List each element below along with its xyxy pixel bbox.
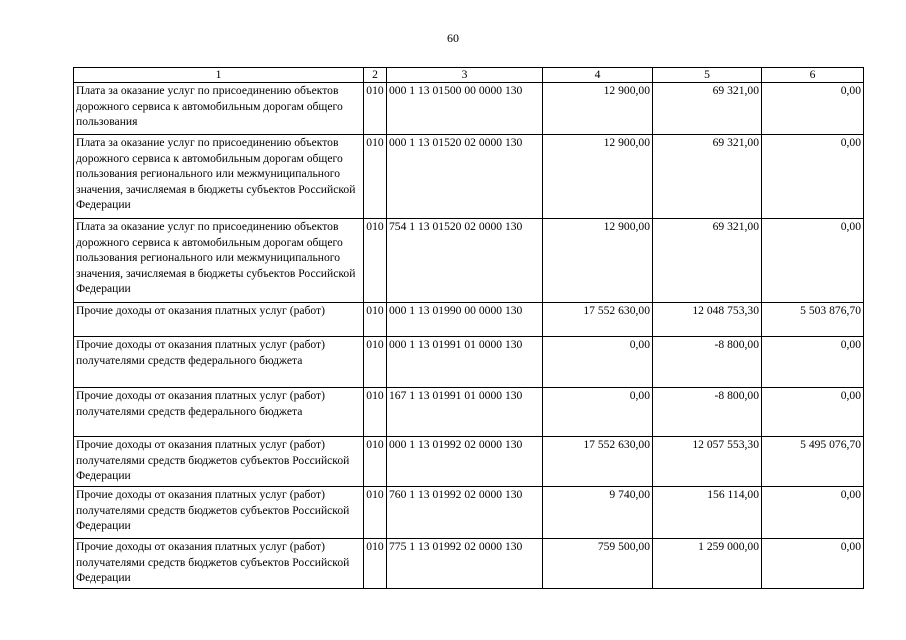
row-admin-code: 010 xyxy=(364,539,387,589)
table-header-row xyxy=(74,68,864,83)
row-value-col5: 69 321,00 xyxy=(653,83,762,135)
row-name: Прочие доходы от оказания платных услуг (работ) получателями средств бюджетов субъектов Российской Федерации xyxy=(74,487,364,539)
row-value-col5: 12 057 553,30 xyxy=(653,437,762,487)
row-admin-code: 010 xyxy=(364,219,387,303)
table-row xyxy=(74,303,864,337)
table-row xyxy=(74,219,864,303)
row-admin-code: 010 xyxy=(364,135,387,219)
column-header: 3 xyxy=(387,68,543,83)
row-value-col5: 69 321,00 xyxy=(653,219,762,303)
row-budget-code: 000 1 13 01990 00 0000 130 xyxy=(387,303,543,337)
row-value-col4: 0,00 xyxy=(543,337,653,388)
row-value-col4: 17 552 630,00 xyxy=(543,303,653,337)
row-name: Плата за оказание услуг по присоединению объектов дорожного сервиса к автомобильным дорогам общего пользования xyxy=(74,83,364,135)
page-number: 60 xyxy=(447,31,459,45)
row-budget-code: 000 1 13 01520 02 0000 130 xyxy=(387,135,543,219)
row-value-col4: 12 900,00 xyxy=(543,219,653,303)
row-name: Прочие доходы от оказания платных услуг (работ) получателями средств бюджетов субъектов Российской Федерации xyxy=(74,437,364,487)
row-value-col5: 1 259 000,00 xyxy=(653,539,762,589)
row-budget-code: 760 1 13 01992 02 0000 130 xyxy=(387,487,543,539)
row-value-col6: 5 495 076,70 xyxy=(762,437,864,487)
row-admin-code: 010 xyxy=(364,487,387,539)
row-value-col6: 0,00 xyxy=(762,388,864,437)
row-name: Прочие доходы от оказания платных услуг (работ) получателями средств федерального бюджета xyxy=(74,337,364,388)
row-value-col6: 0,00 xyxy=(762,219,864,303)
row-value-col6: 5 503 876,70 xyxy=(762,303,864,337)
row-budget-code: 000 1 13 01992 02 0000 130 xyxy=(387,437,543,487)
row-name: Плата за оказание услуг по присоединению объектов дорожного сервиса к автомобильным дорогам общего пользования регионального или межмуниципального значения, зачисляемая в бюджеты субъектов Российской Федерации xyxy=(74,135,364,219)
row-budget-code: 000 1 13 01991 01 0000 130 xyxy=(387,337,543,388)
row-value-col5: 156 114,00 xyxy=(653,487,762,539)
column-header: 2 xyxy=(364,68,387,83)
table-row xyxy=(74,83,864,135)
row-budget-code: 775 1 13 01992 02 0000 130 xyxy=(387,539,543,589)
row-budget-code: 000 1 13 01500 00 0000 130 xyxy=(387,83,543,135)
row-value-col6: 0,00 xyxy=(762,539,864,589)
row-value-col6: 0,00 xyxy=(762,135,864,219)
column-header: 6 xyxy=(762,68,864,83)
row-name: Прочие доходы от оказания платных услуг (работ) xyxy=(74,303,364,337)
row-value-col5: -8 800,00 xyxy=(653,337,762,388)
row-value-col5: 69 321,00 xyxy=(653,135,762,219)
row-name: Прочие доходы от оказания платных услуг (работ) получателями средств федерального бюджета xyxy=(74,388,364,437)
row-admin-code: 010 xyxy=(364,337,387,388)
row-name: Прочие доходы от оказания платных услуг (работ) получателями средств бюджетов субъектов Российской Федерации xyxy=(74,539,364,589)
row-admin-code: 010 xyxy=(364,388,387,437)
row-budget-code: 167 1 13 01991 01 0000 130 xyxy=(387,388,543,437)
row-admin-code: 010 xyxy=(364,437,387,487)
row-value-col4: 17 552 630,00 xyxy=(543,437,653,487)
table-row xyxy=(74,437,864,487)
table-row xyxy=(74,337,864,388)
row-value-col6: 0,00 xyxy=(762,487,864,539)
row-value-col5: 12 048 753,30 xyxy=(653,303,762,337)
row-name: Плата за оказание услуг по присоединению объектов дорожного сервиса к автомобильным дорогам общего пользования регионального или межмуниципального значения, зачисляемая в бюджеты субъектов Российской Федерации xyxy=(74,219,364,303)
row-value-col4: 0,00 xyxy=(543,388,653,437)
column-header: 5 xyxy=(653,68,762,83)
table-row xyxy=(74,487,864,539)
table-row xyxy=(74,135,864,219)
table-row xyxy=(74,539,864,589)
column-header: 1 xyxy=(74,68,364,83)
row-value-col6: 0,00 xyxy=(762,83,864,135)
row-value-col4: 759 500,00 xyxy=(543,539,653,589)
row-admin-code: 010 xyxy=(364,303,387,337)
row-budget-code: 754 1 13 01520 02 0000 130 xyxy=(387,219,543,303)
row-value-col4: 12 900,00 xyxy=(543,135,653,219)
row-value-col4: 12 900,00 xyxy=(543,83,653,135)
revenue-table xyxy=(73,67,864,589)
row-value-col6: 0,00 xyxy=(762,337,864,388)
column-header: 4 xyxy=(543,68,653,83)
row-admin-code: 010 xyxy=(364,83,387,135)
table-row xyxy=(74,388,864,437)
row-value-col5: -8 800,00 xyxy=(653,388,762,437)
row-value-col4: 9 740,00 xyxy=(543,487,653,539)
